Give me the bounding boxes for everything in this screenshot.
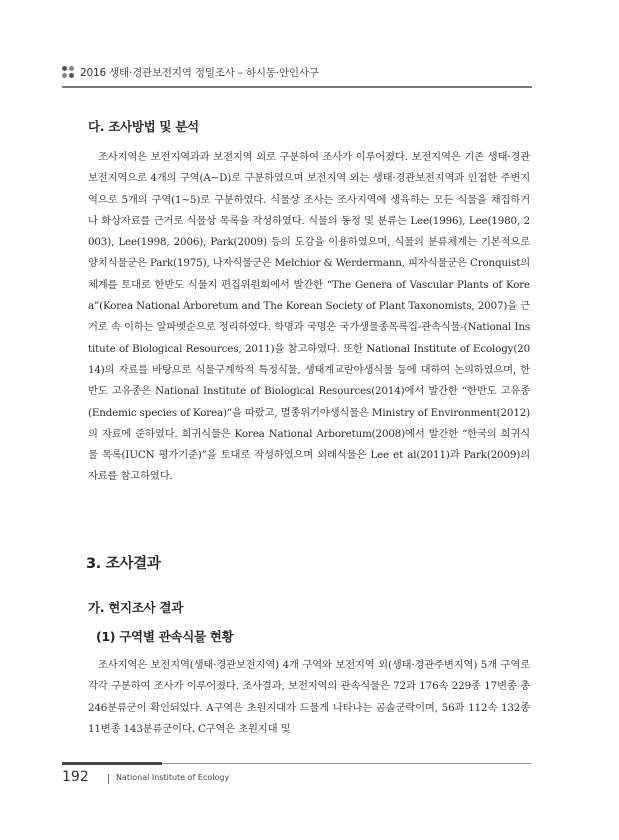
footer-divider — [162, 763, 532, 764]
footer-divider-accent — [62, 762, 162, 765]
header-divider — [62, 86, 532, 88]
results-paragraph-text: 조사지역은 보전지역(생태·경관보전지역) 4개 구역와 보전지역 외(생태·경관주변지역) 5개 구역로 각각 구분하여 조사가 이루어졌다. 조사결과, 보전지역의 관속식물은 72과 176속 229종 17변종 총 246분류군이 확인되었다. A구역은 초원지대가 드물게 나타나는 곰솔군락이며, 56과 112속 132종 11변종 143분류군이다. C구역은 초원지대 및 — [88, 659, 530, 735]
methods-paragraph — [88, 147, 530, 488]
footer-publisher: National Institute of Ecology — [116, 773, 230, 782]
subsection-heading-field-survey: 가. 현지조사 결과 — [88, 600, 183, 615]
subsection-heading-vascular-plants: (1) 구역별 관속식물 현황 — [96, 629, 234, 644]
footer-separator — [108, 774, 109, 784]
running-title: 2016 생태·경관보전지역 정밀조사 – 하시동·안인사구 — [80, 67, 319, 79]
page-number: 192 — [62, 769, 89, 785]
section-heading-methods: 다. 조사방법 및 분석 — [88, 119, 199, 134]
running-header — [62, 62, 532, 90]
results-paragraph — [88, 655, 530, 740]
methods-paragraph-text: 조사지역은 보전지역과과 보전지역 외로 구분하여 조사가 이루어졌다. 보전지역은 기존 생태·경관보전지역으로 4개의 구역(A~D)로 구분하였으며 보전지역 외는 생태·경관보전지역과 인접한 주변지역으로 5개의 구역(1~5)로 구분하였다. 식물상 조사는 조사지역에 생육하는 모든 식물을 채집하거나 화상자료를 근거로 식물상 목록을 작성하였다. 식물의 동정 및 분류는 Lee(1996), Lee(1980, 2003), Lee(1998, 2006), Park(2009) 등의 도감을 이용하였으며, 식물의 분류체계는 기본적으로 양치식물군은 Park(1975), 나자식물군은 Melchior & Werdermann, 피자식물군은 Cronquist의 체계를 토대로 한반도 식물지 편집위원회에서 발간한 “The Genera of Vascular Plants of Korea”(Korea National Arboretum and The Korean Society of Plant Taxonomists, 2007)을 근거로 속 이하는 알파벳순으로 정리하였다. 학명과 국명은 국가생물종목록집-관속식물-(National Institute of Biological Resources, 2011)을 참고하였다. 또한 National Institute of Ecology(2014)의 자료를 바탕으로 식물구계학적 특정식물, 생태계교란야생식물 등에 대하여 논의하였으며, 한반도 고유종은 National Institute of Biological Resources(2014)에서 발간한 “한반도 고유종(Endemic species of Korea)”을 따랐고, 멸종위기야생식물은 Ministry of Environment(2012)의 자료에 준하였다. 희귀식물은 Korea National Arboretum(2008)에서 발간한 “한국의 희귀식물 목록(IUCN 평가기준)”을 토대로 작성하였으며 외래식물은 Lee et al(2011)과 Park(2009)의 자료를 참고하였다. — [88, 151, 530, 483]
header-dots-icon — [62, 66, 76, 80]
section-heading-results: 3. 조사결과 — [86, 556, 161, 572]
